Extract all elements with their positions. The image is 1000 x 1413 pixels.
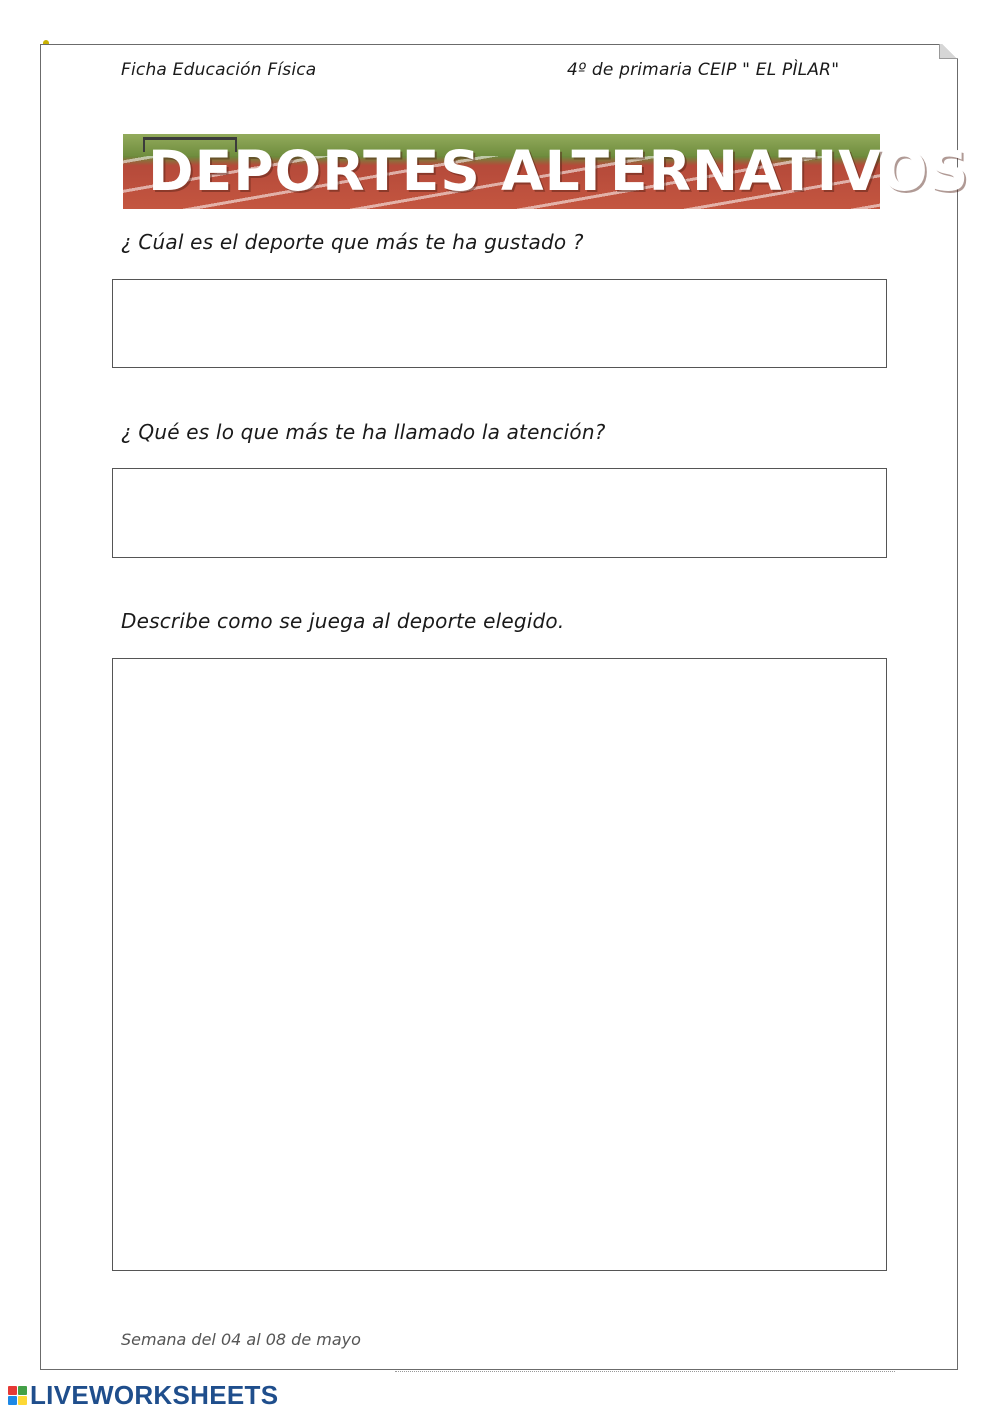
week-footer: Semana del 04 al 08 de mayo: [121, 1330, 361, 1349]
header-left-text: Ficha Educación Física: [121, 60, 317, 80]
logo-square-3: [8, 1396, 17, 1405]
answer-2-field[interactable]: [112, 468, 887, 558]
footer-divider: [395, 1371, 895, 1372]
question-3-label: Describe como se juega al deporte elegido.: [121, 609, 565, 633]
answer-3-field[interactable]: [112, 658, 887, 1271]
brand-name: LIVEWORKSHEETS: [30, 1379, 279, 1410]
liveworksheets-brand[interactable]: [8, 1379, 279, 1410]
logo-square-4: [18, 1396, 27, 1405]
header-right-text: 4º de primaria CEIP " EL PÌLAR": [567, 60, 840, 80]
banner-image: [123, 134, 970, 209]
answer-1-field[interactable]: [112, 279, 887, 368]
banner-title: DEPORTES ALTERNATIVOS: [148, 139, 970, 203]
question-1-label: ¿ Cúal es el deporte que más te ha gustado ?: [121, 230, 584, 254]
liveworksheets-logo-icon: [8, 1386, 27, 1405]
page-fold-corner: [939, 44, 958, 59]
logo-square-2: [18, 1386, 27, 1395]
question-2-label: ¿ Qué es lo que más te ha llamado la atención?: [121, 420, 606, 444]
logo-square-1: [8, 1386, 17, 1395]
